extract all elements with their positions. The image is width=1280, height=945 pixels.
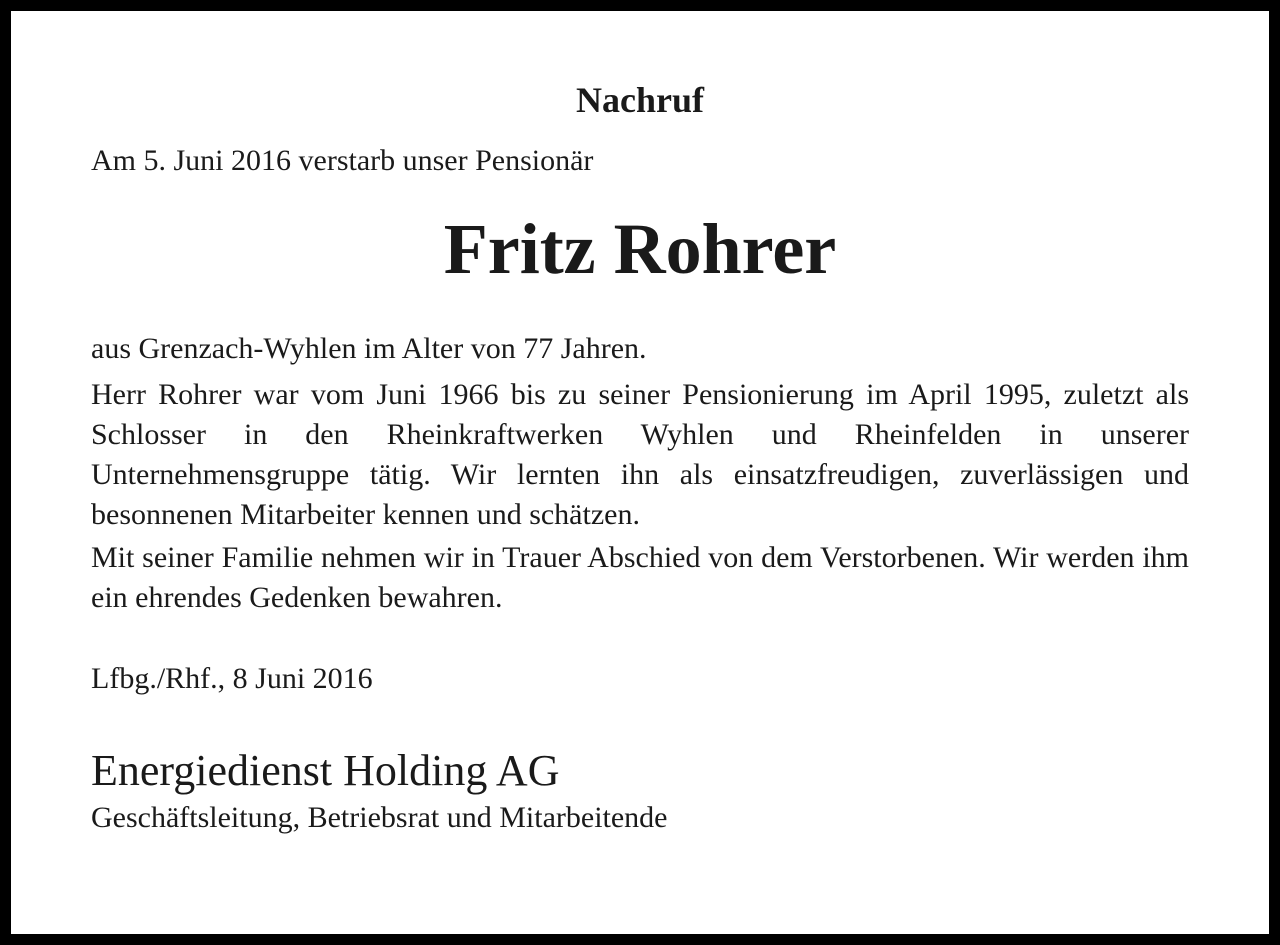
career-paragraph: Herr Rohrer war vom Juni 1966 bis zu seiner Pensionierung im April 1995, zuletzt als Schlosser in den Rheinkraftwerken Wyhlen und Rheinfelden in unserer Unternehmensgruppe tätig. Wir lernten ihn als einsatzfreudigen, zuverlässigen und besonnenen Mitarbeiter kennen und schätzen.: [91, 378, 1189, 531]
company-name: Energiedienst Holding AG: [91, 746, 560, 795]
intro-line: Am 5. Juni 2016 verstarb unser Pensionär: [91, 144, 594, 177]
deceased-name: Fritz Rohrer: [443, 209, 837, 289]
origin-age-paragraph: aus Grenzach-Wyhlen im Alter von 77 Jahren.: [91, 332, 647, 365]
notice-heading: Nachruf: [576, 80, 704, 120]
place-date: Lfbg./Rhf., 8 Juni 2016: [91, 662, 373, 695]
signers-line: Geschäftsleitung, Betriebsrat und Mitarbeitende: [91, 801, 668, 834]
farewell-paragraph: Mit seiner Familie nehmen wir in Trauer Abschied von dem Verstorbenen. Wir werden ihm ein ehrendes Gedenken bewahren.: [91, 541, 1189, 614]
